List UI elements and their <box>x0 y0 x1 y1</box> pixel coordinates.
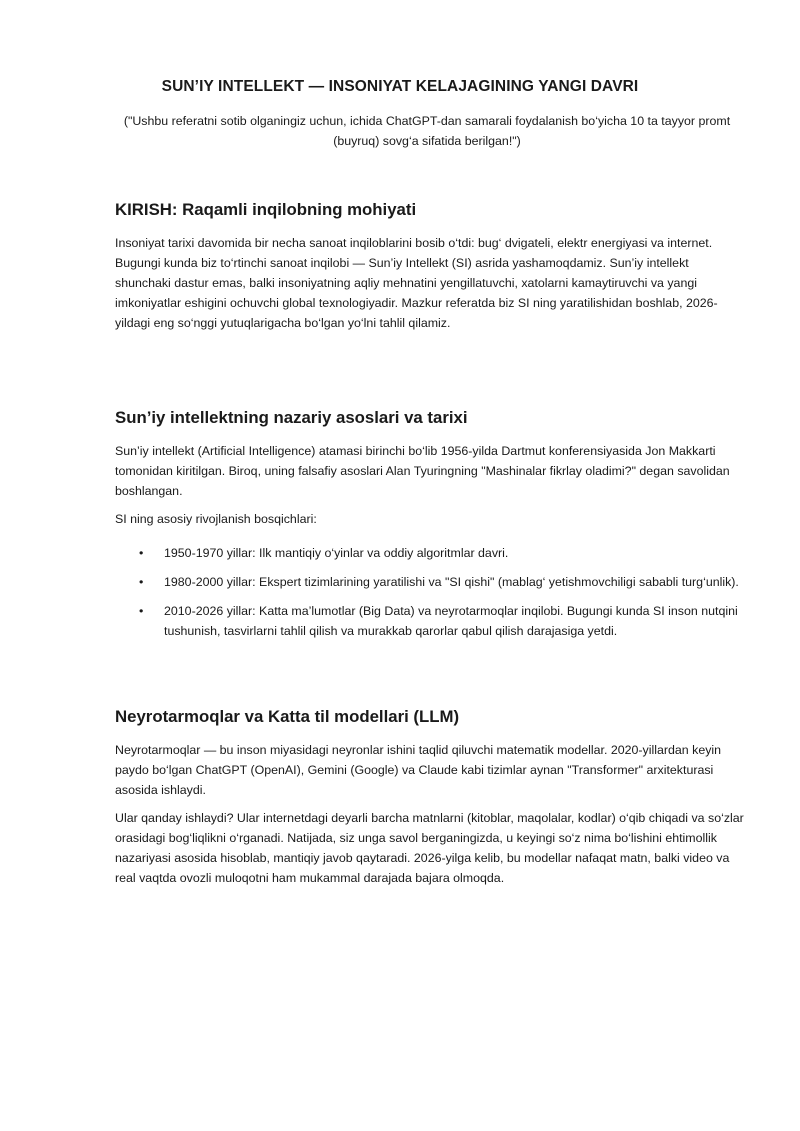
list-item <box>115 572 745 592</box>
paragraph: Neyrotarmoqlar — bu inson miyasidagi neyronlar ishini taqlid qiluvchi matematik modellar. 2020-yillardan keyin paydo bo‘lgan ChatGPT (OpenAI), Gemini (Google) va Claude kabi tizimlar aynan "Transformer" arxitekturasi asosida ishlaydi. <box>115 743 722 797</box>
list-item <box>115 601 745 641</box>
paragraph: Insoniyat tarixi davomida bir necha sanoat inqiloblarini bosib o‘tdi: bug‘ dvigateli, elektr energiyasi va internet. Bugungi kunda biz to‘rtinchi sanoat inqilobi — Sun’iy Intellekt (SI) asrida yashamoqdamiz. Sun’iy intellekt shunchaki dastur emas, balki insoniyatning aqliy mehnatini yengillatuvchi, xatolarni kamaytiruvchi va yangi imkoniyatlar eshigini ochuvchi global texnologiyadir. Mazkur referatda biz SI ning yaratilishidan boshlab, 2026-yildagi eng so‘nggi yutuqlarigacha bo‘lgan yo‘lni tahlil qilamiz. <box>115 236 718 330</box>
section-history <box>115 407 745 650</box>
document-subtitle: ("Ushbu referatni sotib olganingiz uchun, ichida ChatGPT-dan samarali foydalanish bo‘yicha 10 ta tayyor promt (buyruq) sovg‘a sifatida berilgan!") <box>123 114 731 148</box>
bullet-icon: • <box>139 546 144 560</box>
list-item-text: 1950-1970 yillar: Ilk mantiqiy o‘yinlar va oddiy algoritmlar davri. <box>164 546 509 560</box>
section-introduction <box>115 199 745 341</box>
bullet-icon: • <box>139 604 144 618</box>
section-heading: Sun’iy intellektning nazariy asoslari va tarixi <box>115 408 468 427</box>
paragraph: SI ning asosiy rivojlanish bosqichlari: <box>115 512 317 526</box>
paragraph: Ular qanday ishlaydi? Ular internetdagi deyarli barcha matnlarni (kitoblar, maqolalar, kodlar) o‘qib chiqadi va so‘zlar orasidagi bog‘liqlikni o‘rganadi. Natijada, siz unga savol berganingizda, u keyingi so‘z nima bo‘lishini ehtimollik nazariyasi asosida hisoblab, mantiqiy javob qaytaradi. 2026-yilga kelib, bu modellar nafaqat matn, balki video va real vaqtda ovozli muloqotni ham mukammal darajada bajara olmoqda. <box>115 811 744 885</box>
list-item-text: 1980-2000 yillar: Ekspert tizimlarining yaratilishi va "SI qishi" (mablag‘ yetishmovchiligi sababli turg‘unlik). <box>164 575 739 589</box>
section-heading: KIRISH: Raqamli inqilobning mohiyati <box>115 200 417 219</box>
stages-list <box>115 543 745 641</box>
list-item <box>115 543 745 563</box>
paragraph: Sun’iy intellekt (Artificial Intelligence) atamasi birinchi bo‘lib 1956-yilda Dartmut konferensiyasida Jon Makkarti tomonidan kiritilgan. Biroq, uning falsafiy asoslari Alan Tyuringning "Mashinalar fikrlay oladimi?" degan savolidan boshlangan. <box>115 444 730 498</box>
bullet-icon: • <box>139 575 144 589</box>
list-item-text: 2010-2026 yillar: Katta ma’lumotlar (Big Data) va neyrotarmoqlar inqilobi. Bugungi kunda SI inson nutqini tushunish, tasvirlarni tahlil qilish va murakkab qarorlar qabul qilish darajasiga yetdi. <box>164 604 738 638</box>
document-title: SUN’IY INTELLEKT — INSONIYAT KELAJAGINING YANGI DAVRI <box>161 78 639 95</box>
section-heading: Neyrotarmoqlar va Katta til modellari (LLM) <box>115 707 460 726</box>
section-neural-networks <box>115 706 745 896</box>
